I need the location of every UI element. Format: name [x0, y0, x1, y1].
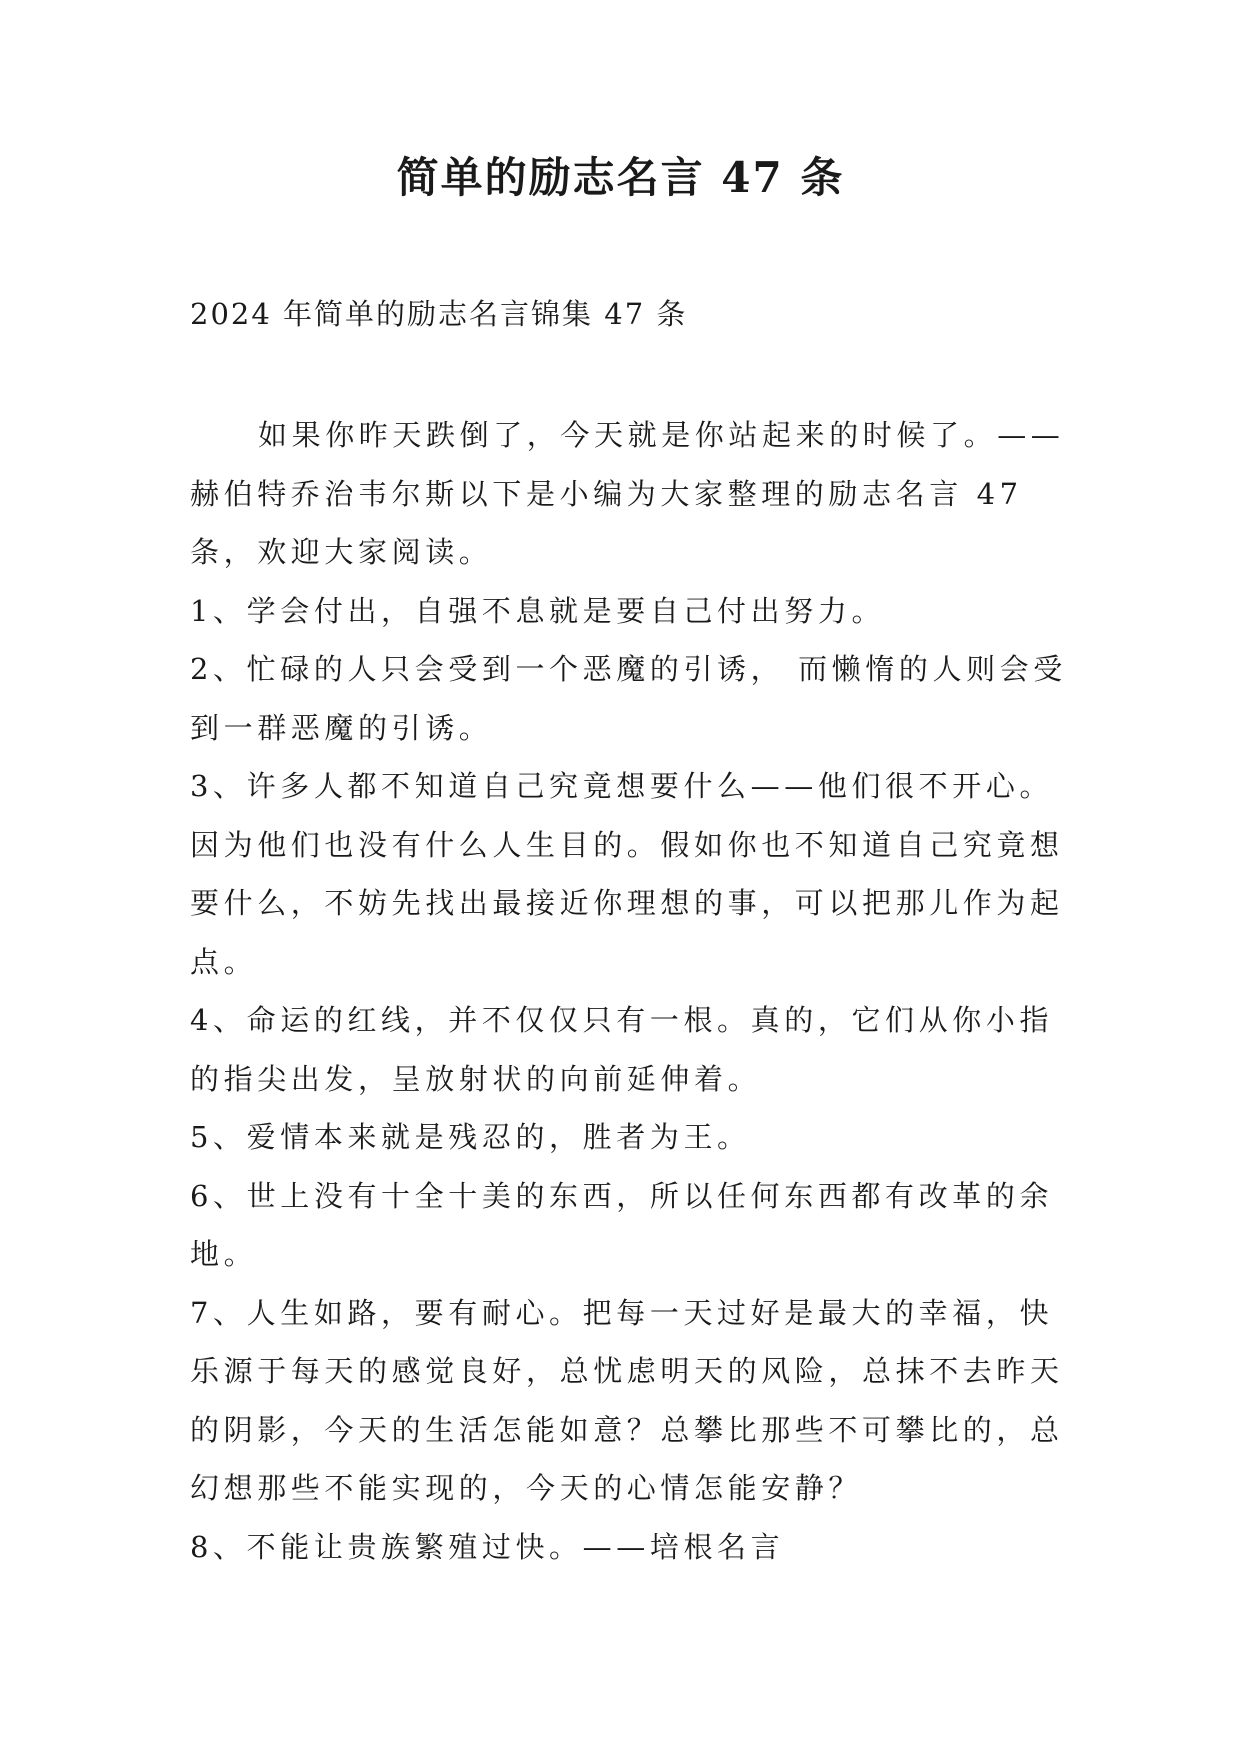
- quote-item-4: 4、命运的红线，并不仅仅只有一根。真的，它们从你小指的指尖出发，呈放射状的向前延伸着。: [190, 1003, 1054, 1096]
- quote-item-3: 3、许多人都不知道自己究竟想要什么——他们很不开心。因为他们也没有什么人生目的。假如你也不知道自己究竟想要什么，不妨先找出最接近你理想的事，可以把那儿作为起点。: [190, 769, 1064, 979]
- quote-item-7: 7、人生如路，要有耐心。把每一天过好是最大的幸福，快乐源于每天的感觉良好，总忧虑明天的风险，总抹不去昨天的阴影，今天的生活怎能如意？总攀比那些不可攀比的，总幻想那些不能实现的，今天的心情怎能安静？: [190, 1295, 1064, 1505]
- document-title: 简单的励志名言 47 条: [396, 153, 845, 202]
- document-body: [190, 406, 1070, 1576]
- quote-item-8: 8、不能让贵族繁殖过快。——培根名言: [190, 1529, 785, 1564]
- intro-paragraph: 如果你昨天跌倒了，今天就是你站起来的时候了。——赫伯特乔治韦尔斯以下是小编为大家整理的励志名言 47 条，欢迎大家阅读。: [190, 418, 1065, 569]
- quote-item-1: 1、学会付出，自强不息就是要自己付出努力。: [190, 593, 886, 628]
- quote-item-5: 5、爱情本来就是残忍的，胜者为王。: [190, 1120, 751, 1154]
- quote-item-2: 2、忙碌的人只会受到一个恶魔的引诱， 而懒惰的人则会受到一群恶魔的引诱。: [190, 652, 1067, 745]
- quote-item-6: 6、世上没有十全十美的东西，所以任何东西都有改革的余地。: [190, 1178, 1054, 1271]
- document-subtitle: 2024 年简单的励志名言锦集 47 条: [190, 297, 688, 331]
